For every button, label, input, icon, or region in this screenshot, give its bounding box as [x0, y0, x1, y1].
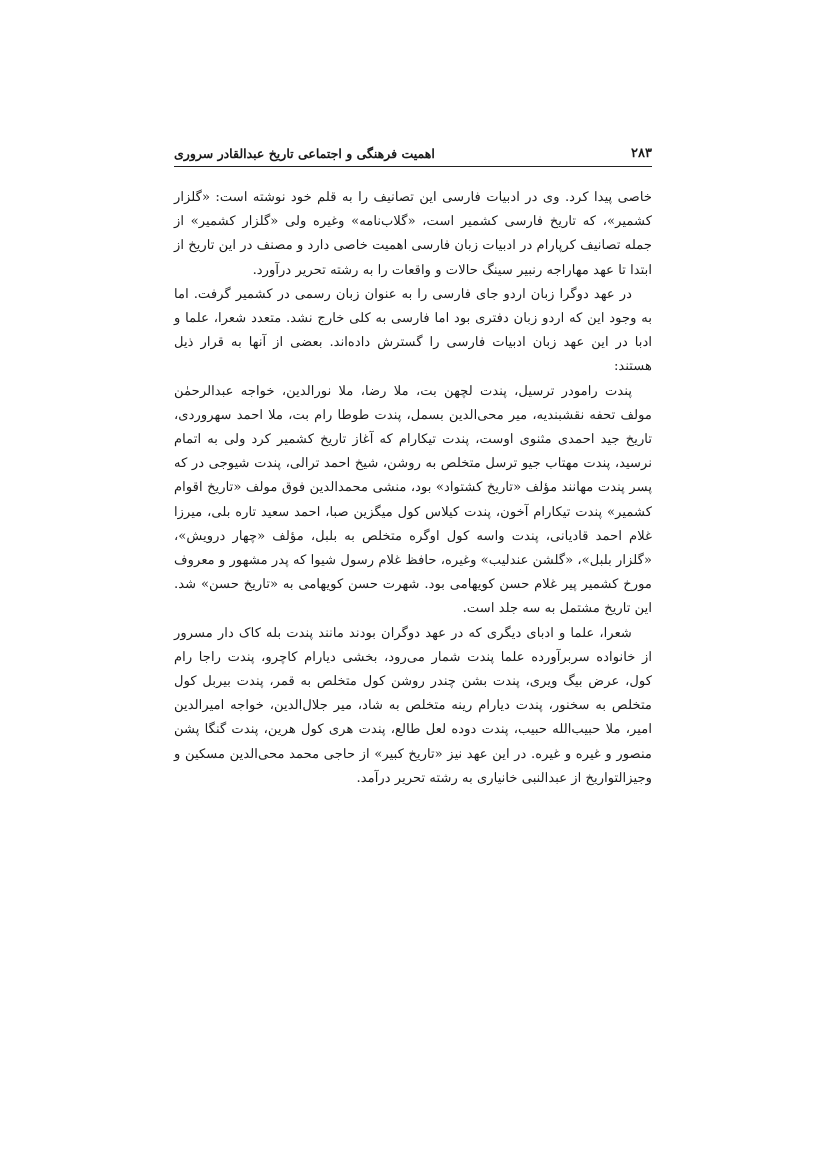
running-header-title: اهمیت فرهنگی و اجتماعی تاریخ عبدالقادر سروری — [174, 145, 435, 161]
paragraph-3: پندت رامودر ترسیل، پندت لچهن بت، ملا رضا، ملا نورالدین، خواجه عبدالرحمٰن مولف تحفه نقشبندیه، میر محی‌الدین بسمل، پندت طوطا رام بت، ملا احمد سهروردی، تاریخ جید احمدی مثنوی اوست، پندت تیکارام که آغاز تاریخ کشمیر کرد ولی به اتمام نرسید، پندت مهتاب جیو ترسل متخلص به روشن، شیخ احمد ترالی، پندت شیوجی در که پسر پندت مهانند مؤلف «تاریخ کشتواد» بود، منشی محمدالدین فوق مولف «تاریخ اقوام کشمیر» پندت تیکارام آخون، پندت کیلاس کول میگزین صبا، احمد سعید تاره بلی، میرزا غلام احمد قادیانی، پندت واسه کول اوگره متخلص به بلبل، مؤلف «چهار درویش»، «گلزار بلبل»، «گلشن عندلیب» وغیره، حافظ غلام رسول شیوا که پدر مشهور و معروف مورخ کشمیر پیر غلام حسن کویهامی بود. شهرت حسن کویهامی به «تاریخ حسن» شد. این تاریخ مشتمل به سه جلد است. — [174, 383, 652, 617]
body-text — [174, 186, 652, 791]
running-header — [174, 140, 652, 167]
page-number: ۲۸۳ — [631, 145, 652, 161]
paragraph-4: شعرا، علما و ادبای دیگری که در عهد دوگران بودند مانند پندت بله کاک دار مسرور از خانواده سربرآورده علما پندت شمار می‌رود، بخشی دیارام کاچرو، پندت راجا رام کول، عرض بیگ ویری، پندت بشن چندر روشن کول متخلص به قمر، پندت بیربل کول متخلص به سخنور، پندت دیارام رینه متخلص به شاد، میر جلال‌الدین، خواجه امیرالدین امیر، ملا حبیب‌الله حبیب، پندت دوده لعل طالع، پندت هری کول هرین، پندت گنگا پشن منصور و غیره و غیره. در این عهد نیز «تاریخ کبیر» از حاجی محمد محی‌الدین مسکین و وجیزالتواریخ از عبدالنبی خانیاری به رشته تحریر درآمد. — [174, 625, 652, 786]
paragraph-2: در عهد دوگرا زبان اردو جای فارسی را به عنوان زبان رسمی در کشمیر گرفت. اما به وجود این که اردو زبان دفتری بود اما فارسی به کلی خارج نشد. متعدد شعرا، علما و ادبا در این عهد زبان ادبیات فارسی را گسترش داده‌اند. بعضی از آنها به قرار ذیل هستند: — [174, 286, 652, 375]
paragraph-1: خاصی پیدا کرد. وی در ادبیات فارسی این تصانیف را به قلم خود نوشته است: «گلزار کشمیر»، که تاریخ فارسی کشمیر است، «گلاب‌نامه» وغیره ولی «گلزار کشمیر» از جمله تصانیف کرپارام در ادبیات زبان فارسی اهمیت خاصی دارد و مصنف در این تاریخ از ابتدا تا عهد مهاراجه رنبیر سینگ حالات و واقعات را به رشته تحریر درآورد. — [174, 190, 652, 278]
